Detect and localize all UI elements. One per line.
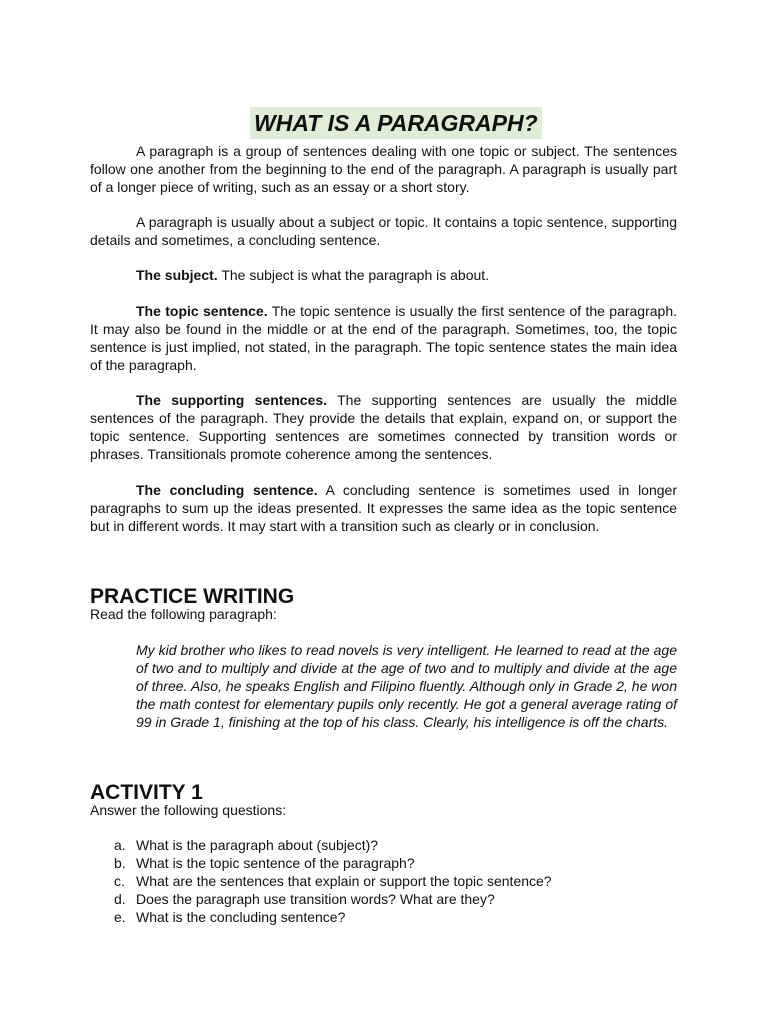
list-item xyxy=(90,908,552,926)
question-text: What is the topic sentence of the paragraph? xyxy=(136,855,415,871)
paragraph-text: A paragraph is usually about a subject or topic. It contains a topic sentence, supporting details and sometimes, a concluding sentence. xyxy=(90,214,677,248)
question-letter: c. xyxy=(114,873,125,889)
paragraph-text: The topic sentence is usually the first sentence of the paragraph. It may also be found in the middle or at the end of the paragraph. Sometimes, too, the topic sentence is just implied, not stated, in the paragraph. The topic sentence states the main idea of the paragraph. xyxy=(90,303,677,373)
paragraph-supporting-sentences xyxy=(90,391,677,463)
paragraph-text: A paragraph is a group of sentences dealing with one topic or subject. The sentences follow one another from the beginning to the end of the paragraph. A paragraph is usually part of a longer piece of writing, such as an essay or a short story. xyxy=(90,143,677,195)
question-letter: d. xyxy=(114,891,126,907)
paragraph-concluding-sentence xyxy=(90,481,677,535)
question-letter: a. xyxy=(114,837,126,853)
paragraph-definition xyxy=(90,142,677,196)
question-text: What are the sentences that explain or support the topic sentence? xyxy=(136,873,552,889)
sample-paragraph: My kid brother who likes to read novels is very intelligent. He learned to read at the age of two and to multiply and divide at the age of two and to multiply and divide at the age of three. Also, he speaks English and Filipino fluently. Although only in Grade 2, he won the math contest for elementary pupils only recently. He got a general average rating of 99 in Grade 1, finishing at the top of his class. Clearly, his intelligence is off the charts. xyxy=(136,642,677,730)
paragraph-text: A concluding sentence is sometimes used in longer paragraphs to sum up the ideas presented. It expresses the same idea as the topic sentence but in different words. It may start with a transition such as clearly or in conclusion. xyxy=(90,482,677,534)
paragraph-lead: The subject. xyxy=(136,267,218,283)
paragraph-lead: The supporting sentences. xyxy=(136,392,328,408)
activity-heading: ACTIVITY 1 xyxy=(90,781,203,804)
activity-instruction: Answer the following questions: xyxy=(90,802,287,818)
paragraph-text: The supporting sentences are usually the middle sentences of the paragraph. They provide the details that explain, expand on, or support the topic sentence. Supporting sentences are sometimes connected by transition words or phrases. Transitionals promote coherence among the sentences. xyxy=(90,392,677,462)
list-item xyxy=(90,836,552,854)
page-title: WHAT IS A PARAGRAPH? xyxy=(250,107,542,139)
paragraph-lead: The topic sentence. xyxy=(136,303,268,319)
paragraph-parts xyxy=(90,213,677,249)
question-letter: e. xyxy=(114,909,126,925)
question-text: What is the paragraph about (subject)? xyxy=(136,837,379,853)
practice-heading: PRACTICE WRITING xyxy=(90,585,295,608)
list-item xyxy=(90,872,552,890)
paragraph-topic-sentence xyxy=(90,302,677,374)
practice-instruction: Read the following paragraph: xyxy=(90,606,277,622)
paragraph-lead: The concluding sentence. xyxy=(136,482,318,498)
question-text: What is the concluding sentence? xyxy=(136,909,346,925)
paragraph-subject xyxy=(90,266,677,284)
question-text: Does the paragraph use transition words? What are they? xyxy=(136,891,495,907)
paragraph-text: The subject is what the paragraph is about. xyxy=(217,267,490,283)
list-item xyxy=(90,854,552,872)
question-letter: b. xyxy=(114,855,126,871)
question-list xyxy=(90,836,552,926)
list-item xyxy=(90,890,552,908)
